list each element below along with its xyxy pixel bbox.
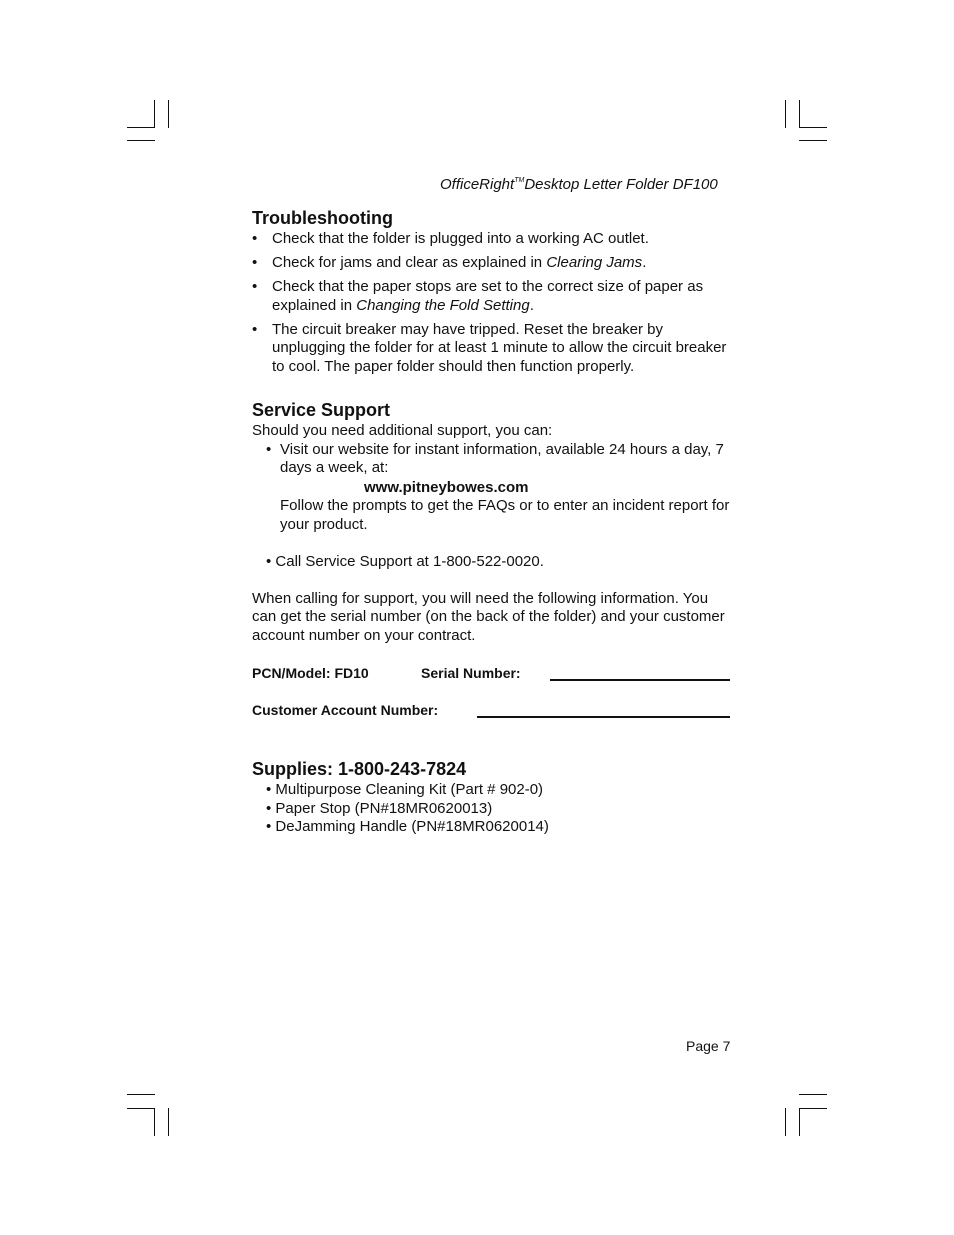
customer-account-field[interactable] (477, 716, 730, 718)
account-row (252, 701, 732, 719)
item-text: Check that the folder is plugged into a working AC outlet. (272, 230, 649, 247)
bullet: • (252, 278, 258, 295)
item-text: Check for jams and clear as explained in (272, 254, 547, 271)
list-item: • DeJamming Handle (PN#18MR0620014) (266, 818, 549, 835)
troubleshooting-list (252, 230, 732, 376)
section-reference: Changing the Fold Setting (356, 296, 530, 314)
support-info-paragraph: When calling for support, you will need the following information. You can get the serial number (on the back of the folder) and your customer account number on your contract. (252, 589, 725, 644)
supplies-list (252, 781, 732, 837)
section-reference: Clearing Jams (546, 254, 643, 271)
list-item (252, 441, 732, 478)
service-intro: Should you need additional support, you can: (252, 422, 553, 439)
page-number: Page 7 (686, 1038, 731, 1054)
bullet: • (266, 440, 272, 458)
list-item (252, 278, 732, 315)
service-support-heading: Service Support (252, 400, 391, 420)
item-text: The circuit breaker may have tripped. Reset the breaker by unplugging the folder for at least 1 minute to allow the circuit breaker to cool. The paper folder should then function properly. (272, 320, 727, 375)
product-name: OfficeRight (440, 176, 515, 193)
page-content (252, 206, 732, 837)
call-service-text: • Call Service Support at 1-800-522-0020. (266, 553, 544, 570)
visit-text: Visit our website for instant information, available 24 hours a day, 7 days a week, at: (280, 440, 724, 476)
website-link[interactable]: www.pitneybowes.com (364, 478, 529, 496)
running-header (440, 176, 718, 193)
list-item (252, 230, 732, 249)
service-list (252, 441, 732, 478)
trademark-symbol: TM (514, 177, 525, 184)
follow-prompts-text: Follow the prompts to get the FAQs or to enter an incident report for your product. (280, 497, 730, 533)
item-tail: . (642, 254, 647, 271)
troubleshooting-heading: Troubleshooting (252, 208, 393, 228)
pcn-model-label: PCN/Model: FD10 (252, 665, 369, 681)
bullet: • (252, 230, 258, 247)
supplies-heading: Supplies: 1-800-243-7824 (252, 759, 467, 779)
serial-number-field[interactable] (550, 679, 730, 681)
item-tail: . (529, 296, 534, 314)
item-text: Check that the paper stops are set to the correct size of paper as explained in (272, 278, 704, 314)
serial-number-label: Serial Number: (421, 665, 521, 681)
bullet: • (252, 320, 258, 338)
list-item: • Multipurpose Cleaning Kit (Part # 902-0) (266, 781, 544, 798)
customer-account-label: Customer Account Number: (252, 702, 439, 718)
list-item (252, 321, 732, 377)
list-item (252, 254, 732, 273)
product-model: Desktop Letter Folder DF100 (524, 176, 718, 193)
bullet: • (252, 254, 258, 271)
model-serial-row (252, 664, 732, 682)
list-item: • Paper Stop (PN#18MR0620013) (266, 799, 493, 817)
